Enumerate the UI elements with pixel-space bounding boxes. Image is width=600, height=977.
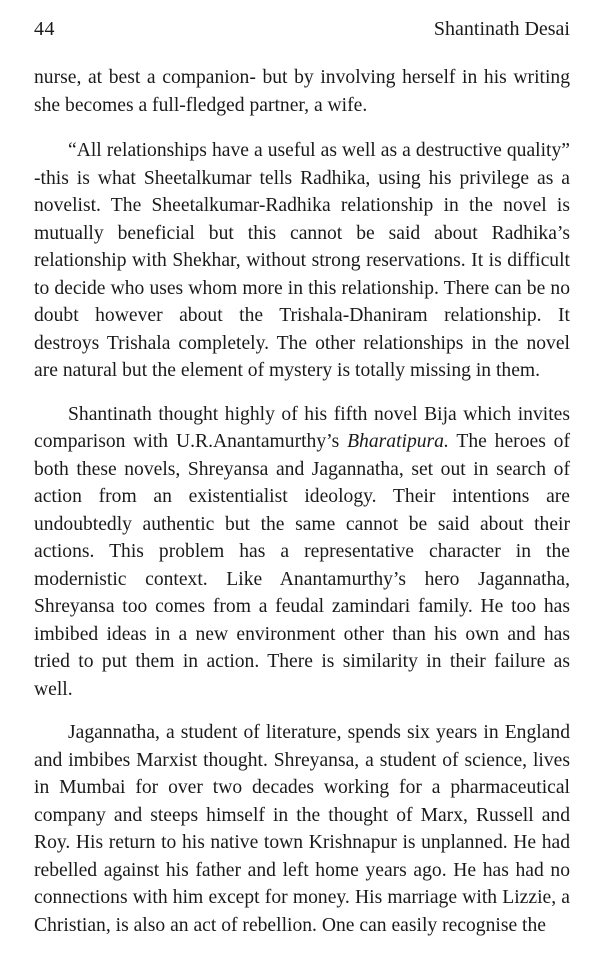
page-number: 44 (34, 18, 55, 40)
running-title: Shantinath Desai (433, 18, 570, 40)
paragraph-4: Jagannatha, a student of literature, spends six years in England and imbibes Marxist thought. Shreyansa, a student of science, lives in Mumbai for over two decades working for a pharmaceutical company and steeps himself in the thought of Marx, Russell and Roy. His return to his native town Krishnapur is unplanned. He had rebelled against his father and left home years ago. He has had no connections with him except for money. His marriage with Lizzie, a Christian, is also an act of rebellion. One can easily recognise the (34, 722, 570, 936)
body-text (34, 64, 570, 939)
paragraph-1: nurse, at best a companion- but by involving herself in his writing she becomes a full-fledged partner, a wife. (34, 67, 570, 116)
paragraph-3-text-a: Shantinath thought highly of his fifth novel Bija which invites comparison with U.R.Anantamurthy’s (34, 403, 570, 452)
paragraph-3 (34, 401, 570, 704)
book-title-italic: Bharatipura. (347, 431, 449, 452)
book-page (34, 16, 570, 955)
running-header (34, 16, 570, 42)
paragraph-2: “All relationships have a useful as well as a destructive quality” -this is what Sheetalkumar tells Radhika, using his privilege as a novelist. The Sheetalkumar-Radhika relationship in the novel is mutually beneficial but this cannot be said about Radhika’s relationship with Shekhar, without strong reservations. It is difficult to decide who uses whom more in this relationship. There can be no doubt however about the Trishala-Dhaniram relationship. It destroys Trishala completely. The other relationships in the novel are natural but the element of mystery is totally missing in them. (34, 140, 570, 381)
paragraph-3-text-b: The heroes of both these novels, Shreyansa and Jagannatha, set out in search of action from an existentialist ideology. Their intentions are undoubtedly authentic but the same cannot be said about their actions. This problem has a representative character in the modernistic context. Like Anantamurthy’s hero Jagannatha, Shreyansa too comes from a feudal zamindari family. He too has imbibed ideas in a new environment other than his own and has tried to put them in action. There is similarity in their failure as well. (34, 431, 570, 700)
